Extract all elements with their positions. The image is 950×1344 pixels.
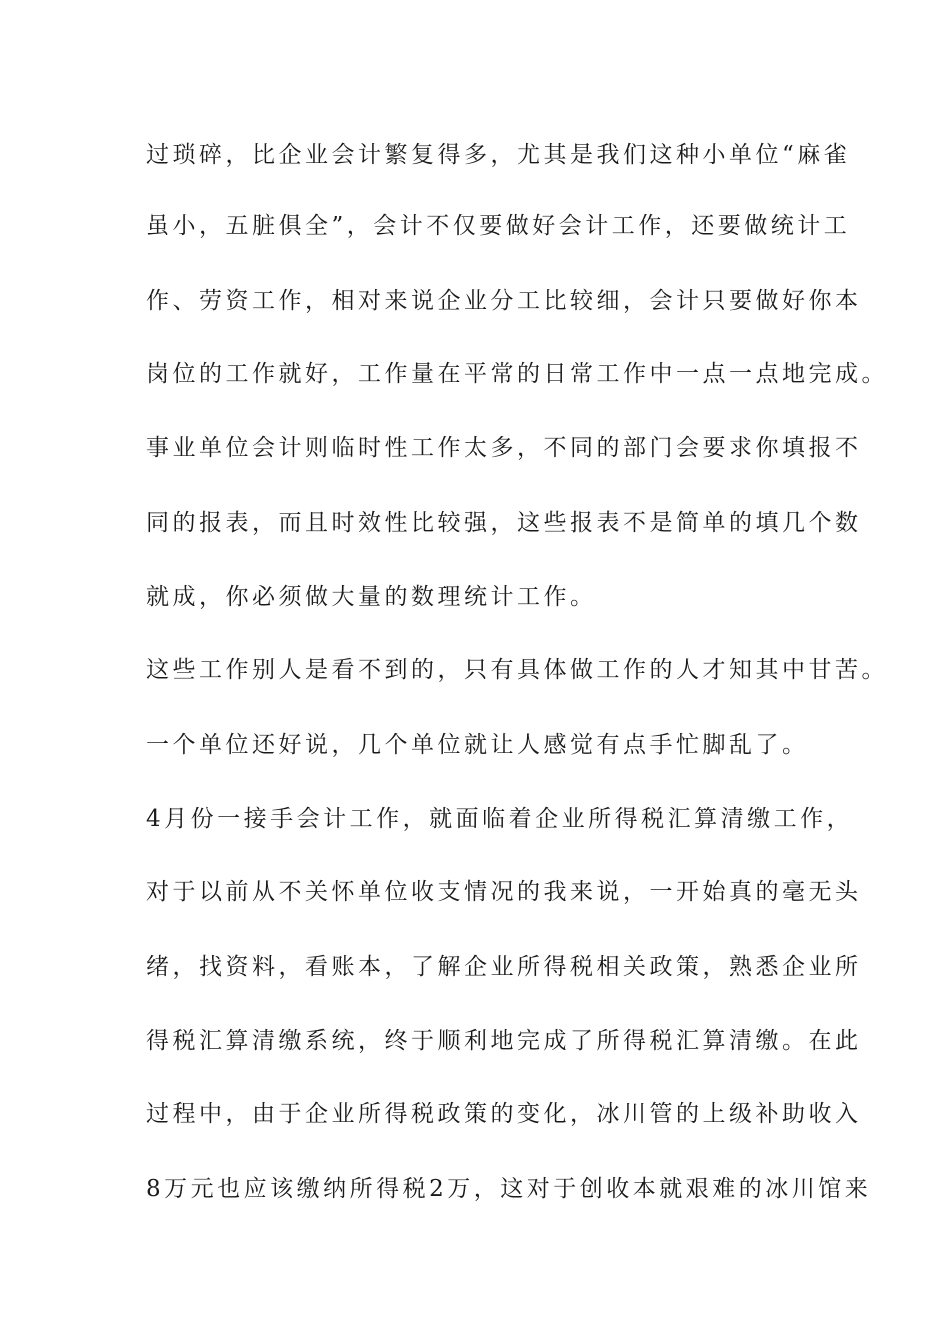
text-line: 8万元也应该缴纳所得税2万，这对于创收本就艰难的冰川馆来 bbox=[146, 1176, 872, 1202]
text-line: 得税汇算清缴系统，终于顺利地完成了所得税汇算清缴。在此 bbox=[146, 1028, 862, 1054]
text-line: 就成，你必须做大量的数理统计工作。 bbox=[146, 584, 597, 610]
text-line: 同的报表，而且时效性比较强，这些报表不是简单的填几个数 bbox=[146, 510, 862, 536]
text-line: 对于以前从不关怀单位收支情况的我来说，一开始真的毫无头 bbox=[146, 879, 862, 905]
text-line: 一个单位还好说，几个单位就让人感觉有点手忙脚乱了。 bbox=[146, 732, 809, 758]
text-line: 这些工作别人是看不到的，只有具体做工作的人才知其中甘苦。 bbox=[146, 657, 888, 683]
text-line: 过琐碎，比企业会计繁复得多，尤其是我们这种小单位“麻雀 bbox=[146, 142, 851, 168]
text-line: 过程中，由于企业所得税政策的变化，冰川管的上级补助收入 bbox=[146, 1101, 862, 1127]
text-line: 4月份一接手会计工作，就面临着企业所得税汇算清缴工作， bbox=[146, 806, 854, 832]
text-line: 事业单位会计则临时性工作太多，不同的部门会要求你填报不 bbox=[146, 435, 862, 461]
text-line: 绪，找资料，看账本，了解企业所得税相关政策，熟悉企业所 bbox=[146, 954, 862, 980]
text-line: 作、劳资工作，相对来说企业分工比较细，会计只要做好你本 bbox=[146, 288, 862, 314]
text-line: 岗位的工作就好，工作量在平常的日常工作中一点一点地完成。 bbox=[146, 361, 888, 387]
text-line: 虽小，五脏俱全”，会计不仅要做好会计工作，还要做统计工 bbox=[146, 213, 851, 239]
